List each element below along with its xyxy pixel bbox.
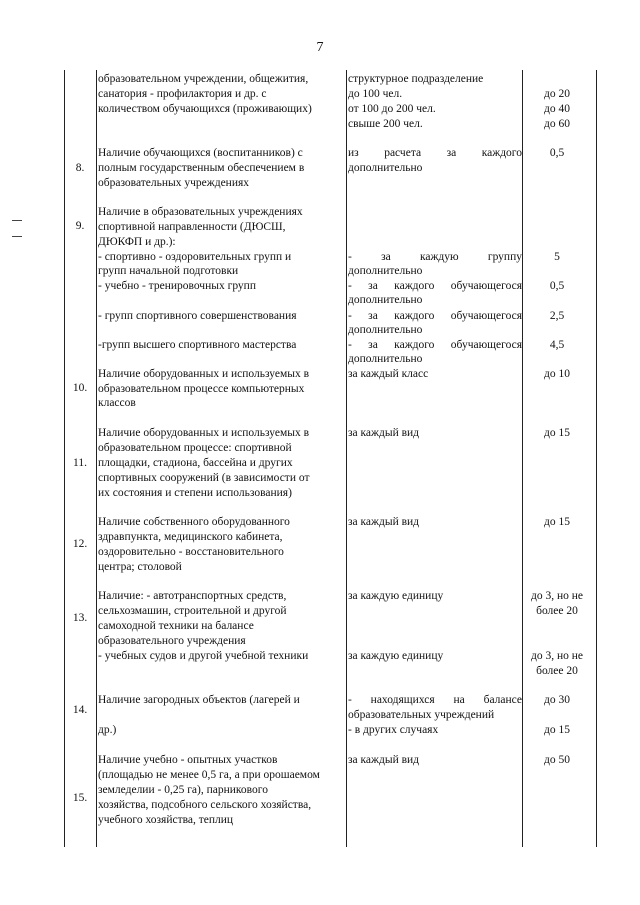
row-description: образовательных учреждениях (98, 177, 250, 189)
row-condition: - за каждого обучающегося (348, 339, 522, 351)
row-condition: дополнительно (348, 324, 423, 336)
row-description: самоходной техники на балансе (98, 620, 254, 632)
row-description: -групп высшего спортивного мастерства (98, 339, 297, 351)
row-value: до 20 (544, 88, 570, 100)
row-value: до 3, но не (530, 590, 583, 602)
page-number: 7 (316, 40, 324, 55)
row-value: 4,5 (549, 339, 565, 351)
row-description: образовательном процессе: спортивной (98, 442, 292, 454)
row-description: санатория - профилактория и др. с (98, 88, 267, 100)
row-description: Наличие собственного оборудованного (98, 516, 290, 528)
row-description: Наличие обучающихся (воспитанников) с (98, 147, 303, 159)
row-description: (площадью не менее 0,5 га, а при орошаемом (98, 769, 320, 781)
row-value: 5 (554, 251, 560, 263)
row-value: более 20 (536, 605, 578, 617)
row-condition: структурное подразделение (348, 73, 484, 85)
row-description: площадки, стадиона, бассейна и других (98, 457, 293, 469)
row-description: Наличие в образовательных учреждениях (98, 206, 303, 218)
row-value: до 50 (544, 754, 570, 766)
row-condition: за каждый класс (348, 368, 429, 380)
row-condition: дополнительно (348, 294, 423, 306)
row-description: сельхозмашин, строительной и другой (98, 605, 287, 617)
row-description: спортивной направленности (ДЮСШ, (98, 221, 286, 233)
margin-mark (12, 220, 22, 221)
row-value: 0,5 (549, 280, 565, 292)
row-number: 13. (72, 612, 88, 624)
row-number: 15. (72, 792, 88, 804)
row-condition: - за каждого обучающегося (348, 280, 522, 292)
row-value: до 15 (544, 724, 570, 736)
row-condition: за каждую единицу (348, 650, 444, 662)
row-value: до 15 (544, 427, 570, 439)
row-condition: за каждый вид (348, 754, 420, 766)
row-value: до 3, но не (530, 650, 583, 662)
row-description: оздоровительно - восстановительного (98, 546, 284, 558)
row-description: полным государственным обеспечением в (98, 162, 305, 174)
row-description: центра; столовой (98, 561, 182, 573)
row-description: земледелии - 0,25 га), парникового (98, 784, 268, 796)
row-number: 14. (72, 704, 88, 716)
row-value: более 20 (536, 665, 578, 677)
row-condition: - в других случаях (348, 724, 439, 736)
row-description: ДЮКФП и др.): (98, 236, 176, 248)
row-condition: - за каждого обучающегося (348, 310, 522, 322)
row-condition: дополнительно (348, 162, 423, 174)
row-condition: - находящихся на балансе (348, 694, 522, 706)
row-description: хозяйства, подсобного сельского хозяйства, (98, 799, 312, 811)
row-number: 11. (73, 457, 87, 469)
row-condition: за каждый вид (348, 516, 420, 528)
row-description: - спортивно - оздоровительных групп и (98, 251, 292, 263)
row-condition: за каждый вид (348, 427, 420, 439)
row-condition: дополнительно (348, 353, 423, 365)
row-description: классов (98, 397, 136, 409)
row-description: Наличие учебно - опытных участков (98, 754, 278, 766)
row-description: здравпункта, медицинского кабинета, (98, 531, 283, 543)
row-condition: до 100 чел. (348, 88, 403, 100)
column-divider-description (346, 70, 347, 847)
row-description: Наличие оборудованных и используемых в (98, 427, 310, 439)
row-description: спортивных сооружений (в зависимости от (98, 472, 310, 484)
row-description: образовательного учреждения (98, 635, 246, 647)
row-condition: из расчета за каждого (348, 147, 522, 159)
row-value: 0,5 (549, 147, 565, 159)
row-value: до 60 (544, 118, 570, 130)
row-number: 12. (72, 538, 88, 550)
row-condition: за каждую единицу (348, 590, 444, 602)
row-number: 9. (75, 220, 85, 232)
row-number: 8. (75, 162, 85, 174)
row-value: до 10 (544, 368, 570, 380)
row-description: Наличие загородных объектов (лагерей и (98, 694, 300, 706)
row-value: до 15 (544, 516, 570, 528)
row-condition: свыше 200 чел. (348, 118, 423, 130)
row-value: до 30 (544, 694, 570, 706)
margin-mark (12, 236, 22, 237)
row-description: Наличие оборудованных и используемых в (98, 368, 310, 380)
row-description: - групп спортивного совершенствования (98, 310, 297, 322)
row-description: Наличие: - автотранспортных средств, (98, 590, 287, 602)
row-value: до 40 (544, 103, 570, 115)
row-value: 2,5 (549, 310, 565, 322)
row-description: образовательном процессе компьютерных (98, 383, 305, 395)
table-border-right (596, 70, 597, 847)
row-description: их состояния и степени использования) (98, 487, 292, 499)
row-description: - учебно - тренировочных групп (98, 280, 256, 292)
row-condition: от 100 до 200 чел. (348, 103, 436, 115)
row-description: образовательном учреждении, общежития, (98, 73, 309, 85)
column-divider-number (96, 70, 97, 847)
row-description: учебного хозяйства, теплиц (98, 814, 234, 826)
row-description: др.) (98, 724, 117, 736)
row-description: количеством обучающихся (проживающих) (98, 103, 312, 115)
row-description: - учебных судов и другой учебной техники (98, 650, 309, 662)
row-condition: дополнительно (348, 265, 423, 277)
row-condition: - за каждую группу (348, 251, 522, 263)
row-condition: образовательных учреждений (348, 709, 495, 721)
row-description: групп начальной подготовки (98, 265, 239, 277)
row-number: 10. (72, 382, 88, 394)
